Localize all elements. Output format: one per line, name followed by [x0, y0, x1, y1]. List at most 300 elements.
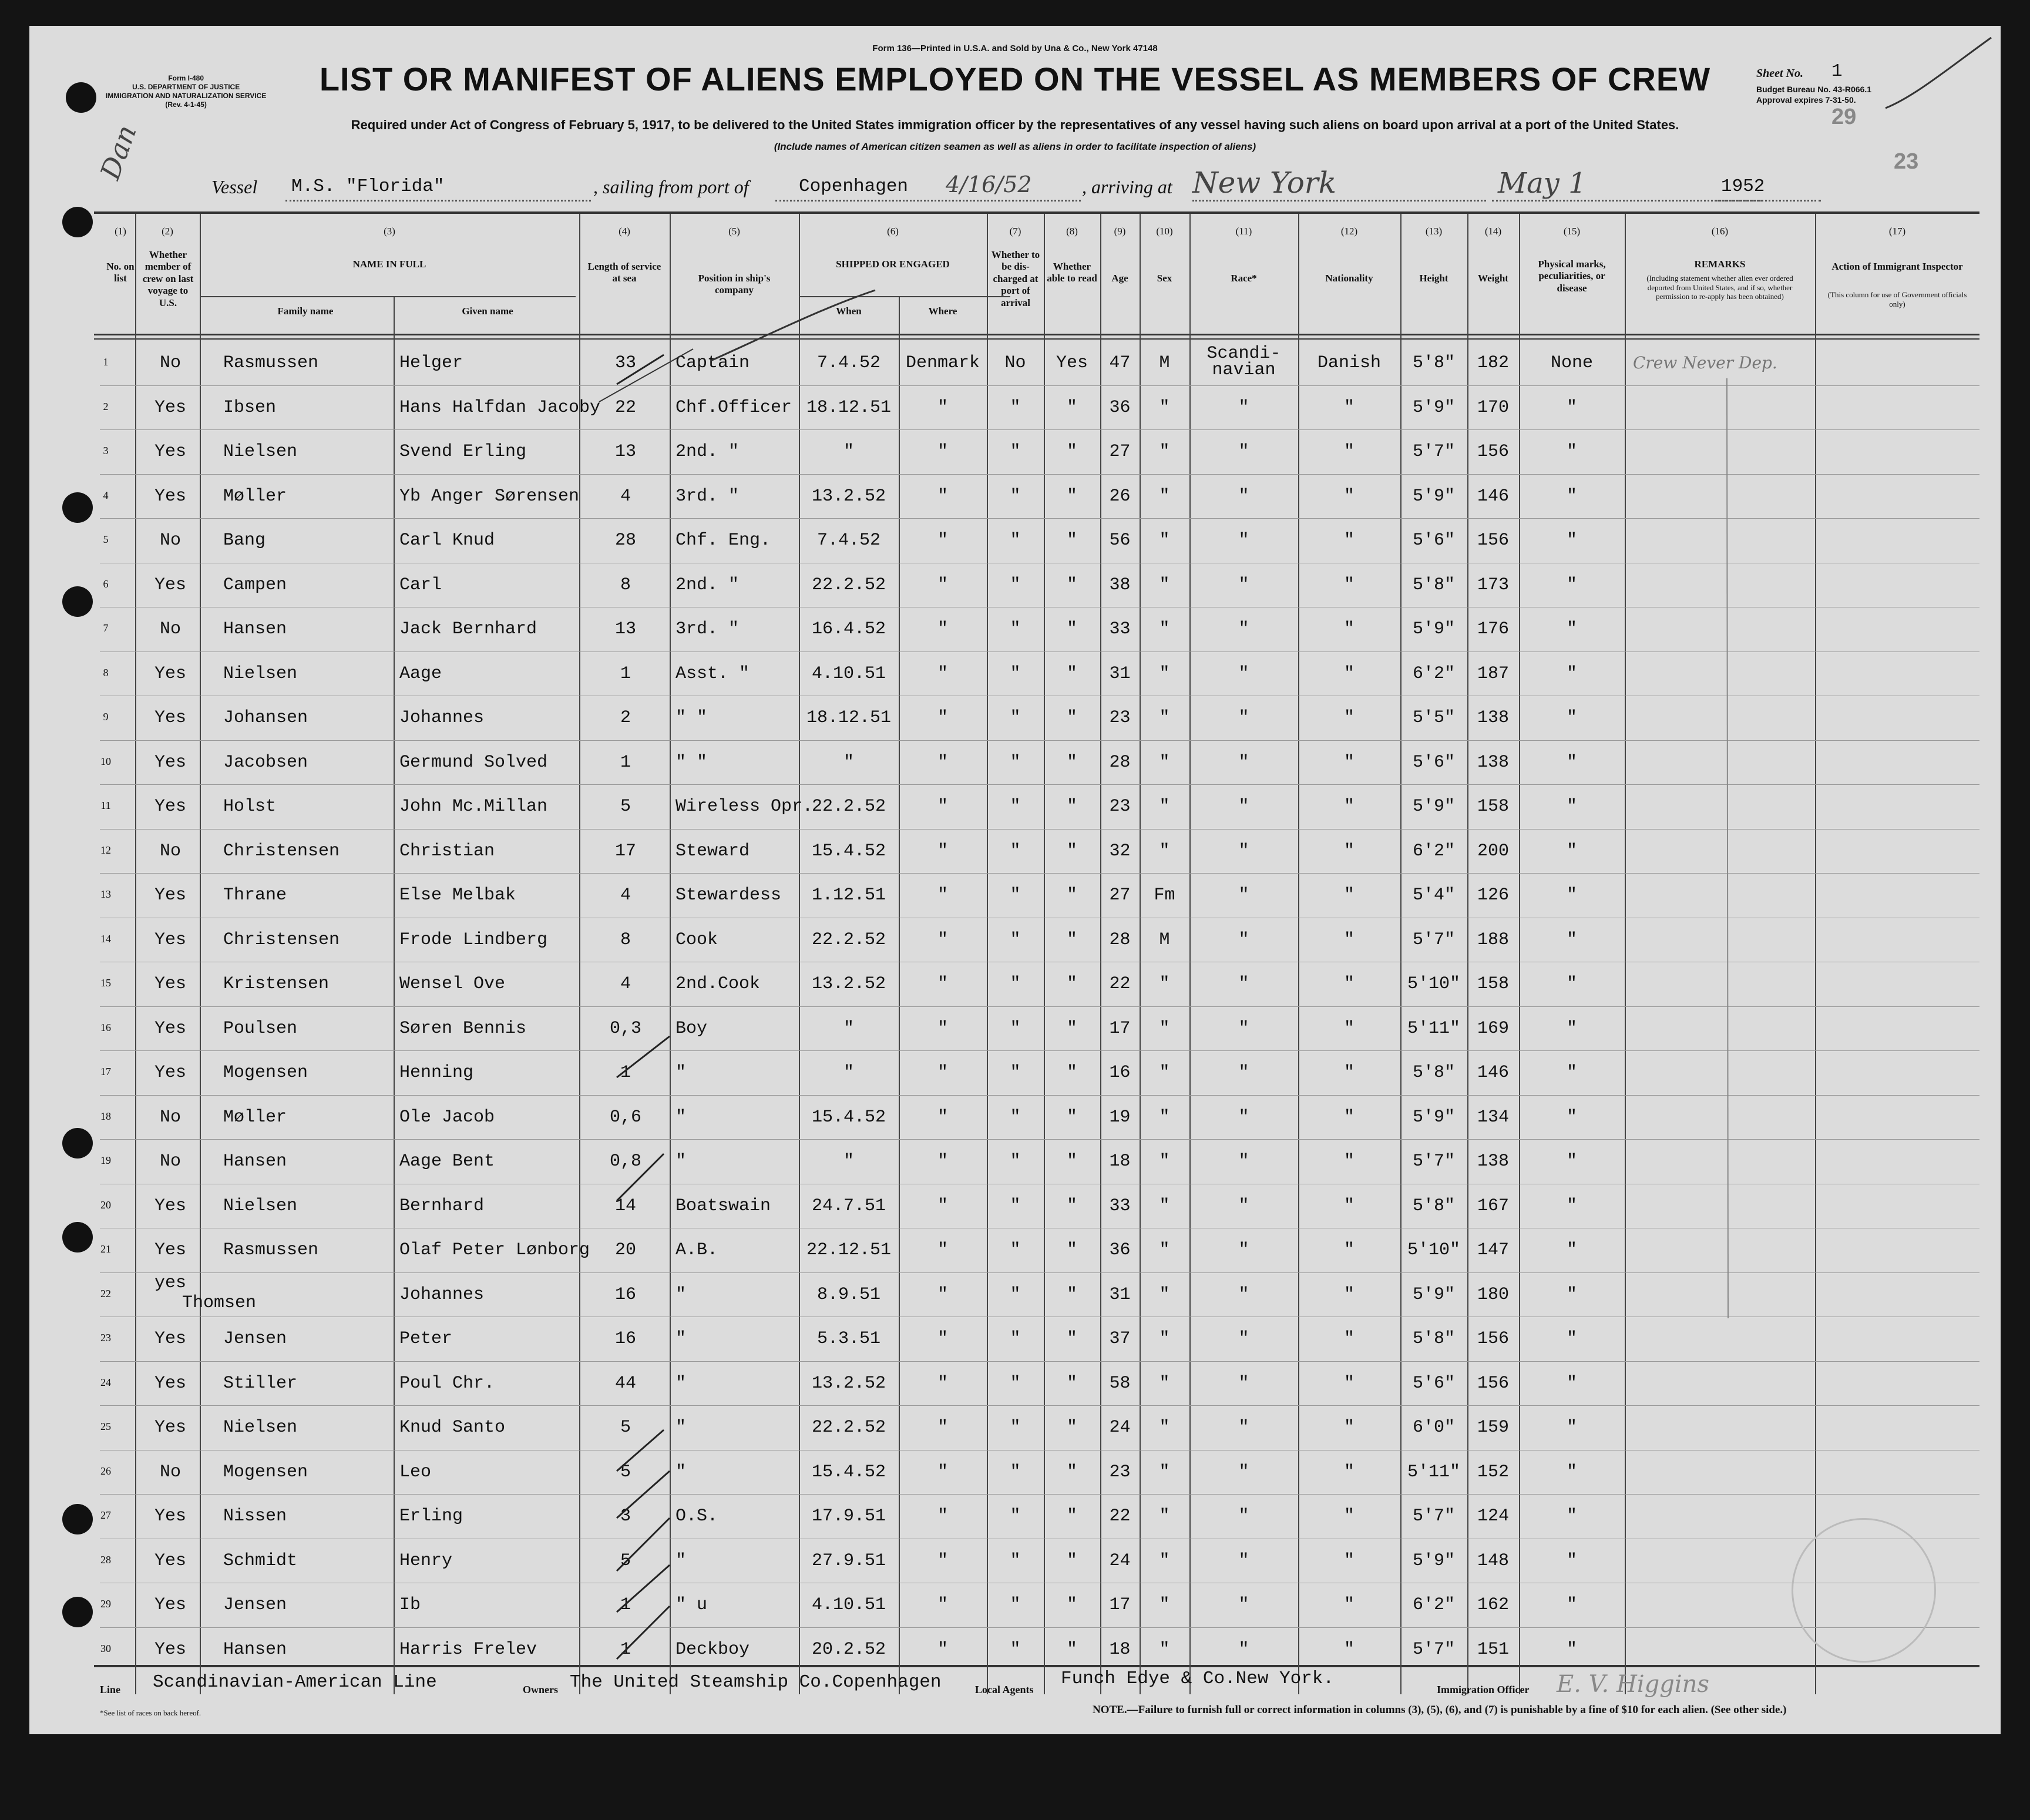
cell-disch: No	[1004, 353, 1026, 373]
cell-height: 5'11"	[1407, 1018, 1460, 1039]
cell-prev: Yes	[154, 1329, 186, 1349]
cell-when: "	[843, 752, 854, 773]
cell-age: 33	[1109, 619, 1131, 639]
cell-disch: "	[1010, 1595, 1021, 1615]
cell-where: "	[937, 1462, 948, 1482]
col-head-sex: Sex	[1157, 273, 1172, 284]
cell-nat: "	[1343, 1418, 1355, 1438]
cell-prev: Yes	[154, 1639, 186, 1660]
cell-age: 37	[1109, 1329, 1131, 1349]
cell-given: Søren Bennis	[399, 1018, 527, 1039]
cell-prev: Yes	[154, 1373, 186, 1393]
cell-read: "	[1066, 663, 1077, 684]
cell-age: 18	[1109, 1639, 1131, 1660]
cell-where: "	[937, 1506, 948, 1526]
cell-family: Nielsen	[223, 442, 298, 462]
cell-when: 4.10.51	[811, 663, 886, 684]
cell-age: 23	[1109, 1462, 1131, 1482]
cell-family: Møller	[223, 1107, 287, 1127]
cell-service: 5	[620, 1418, 631, 1438]
cell-family: Stiller	[223, 1373, 298, 1393]
table-row	[29, 1585, 2001, 1630]
cell-read: "	[1066, 1284, 1077, 1305]
sheet-number: 1	[1831, 61, 1843, 82]
cell-when: 22.12.51	[806, 1240, 892, 1260]
cell-weight: 146	[1477, 486, 1509, 506]
row-number: 16	[100, 1021, 111, 1033]
cell-marks: "	[1566, 885, 1577, 905]
cell-read: "	[1066, 1462, 1077, 1482]
cell-age: 22	[1109, 974, 1131, 994]
cell-marks: "	[1566, 1329, 1577, 1349]
cell-read: "	[1066, 1063, 1077, 1083]
cell-disch: "	[1010, 1284, 1021, 1305]
cell-weight: 156	[1477, 1373, 1509, 1393]
cell-disch: "	[1010, 397, 1021, 418]
page-subnote: (Include names of American citizen seamen as well as aliens in order to facilitate inspection of aliens)	[774, 141, 1256, 152]
cell-nat: "	[1343, 1329, 1355, 1349]
cell-service: 2	[620, 708, 631, 728]
cell-age: 33	[1109, 1196, 1131, 1216]
cell-sex: "	[1159, 1418, 1170, 1438]
cell-service: 0,8	[609, 1151, 641, 1171]
cell-read: "	[1066, 1018, 1077, 1039]
cell-height: 5'8"	[1412, 1063, 1455, 1083]
row-number: 23	[100, 1332, 111, 1344]
cell-where: "	[937, 929, 948, 950]
cell-nat: "	[1343, 1107, 1355, 1127]
cell-given: John Mc.Millan	[399, 797, 548, 817]
cell-height: 5'10"	[1407, 1240, 1460, 1260]
cell-family: Møller	[223, 486, 287, 506]
table-row	[29, 1009, 2001, 1053]
cell-when: 13.2.52	[811, 486, 886, 506]
cell-sex: Fm	[1154, 885, 1175, 905]
cell-family: Christensen	[223, 929, 340, 950]
cell-service: 1	[620, 1063, 631, 1083]
cell-sex: "	[1159, 1063, 1170, 1083]
cell-height: 5'9"	[1412, 397, 1455, 418]
cell-nat: "	[1343, 841, 1355, 861]
cell-given: Ib	[399, 1595, 421, 1615]
cell-read: "	[1066, 1506, 1077, 1526]
cell-where: "	[937, 1595, 948, 1615]
cell-family: Johansen	[223, 708, 308, 728]
cell-prev: Yes	[154, 1063, 186, 1083]
cell-age: 31	[1109, 1284, 1131, 1305]
col-head-previous: Whether member of crew on last voyage to U.S.	[142, 249, 194, 308]
cell-disch: "	[1010, 885, 1021, 905]
cell-where: "	[937, 1550, 948, 1571]
cell-when: 15.4.52	[811, 841, 886, 861]
cell-age: 28	[1109, 752, 1131, 773]
cell-disch: "	[1010, 1418, 1021, 1438]
table-row	[29, 432, 2001, 476]
col-head-weight: Weight	[1478, 273, 1508, 284]
cell-nat: "	[1343, 1639, 1355, 1660]
cell-race: "	[1238, 530, 1249, 550]
cell-when: 22.2.52	[811, 797, 886, 817]
cell-race: "	[1238, 619, 1249, 639]
cell-age: 17	[1109, 1595, 1131, 1615]
cell-disch: "	[1010, 1550, 1021, 1571]
cell-disch: "	[1010, 663, 1021, 684]
cell-read: "	[1066, 1373, 1077, 1393]
cell-nat: "	[1343, 1595, 1355, 1615]
cell-weight: 187	[1477, 663, 1509, 684]
cell-read: "	[1066, 708, 1077, 728]
page-subtitle: Required under Act of Congress of February 5, 1917, to be delivered to the United States immigration officer by the representatives of any vessel having such aliens on board upon arrival at a port of the United States.	[351, 117, 1679, 132]
cell-age: 56	[1109, 530, 1131, 550]
cell-when: "	[843, 442, 854, 462]
table-row	[29, 1364, 2001, 1408]
cell-height: 5'9"	[1412, 1284, 1455, 1305]
cell-disch: "	[1010, 1063, 1021, 1083]
cell-family: Christensen	[223, 841, 340, 861]
cell-read: Yes	[1056, 353, 1088, 373]
cell-position: "	[675, 1329, 687, 1349]
cell-position: Deckboy	[675, 1639, 750, 1660]
row-number: 11	[100, 800, 111, 811]
cell-given: Carl	[399, 575, 442, 595]
cell-height: 5'10"	[1407, 974, 1460, 994]
cell-family: Ibsen	[223, 397, 277, 418]
cell-where: "	[937, 974, 948, 994]
cell-family: Hansen	[223, 619, 287, 639]
col-head-action: Action of Immigrant Inspector	[1831, 261, 1963, 272]
cell-read: "	[1066, 752, 1077, 773]
cell-prev: Yes	[154, 1595, 186, 1615]
cell-race: "	[1238, 1462, 1249, 1482]
cell-when: 18.12.51	[806, 397, 892, 418]
cell-weight: 147	[1477, 1240, 1509, 1260]
cell-race: "	[1238, 797, 1249, 817]
cell-disch: "	[1010, 1107, 1021, 1127]
cell-race: "	[1238, 1418, 1249, 1438]
cell-given: Henry	[399, 1550, 453, 1571]
cell-nat: "	[1343, 1151, 1355, 1171]
cell-race: "	[1238, 974, 1249, 994]
cell-where: "	[937, 1373, 948, 1393]
row-number: 4	[103, 489, 109, 501]
cell-prev: No	[159, 1151, 181, 1171]
table-row	[29, 1097, 2001, 1142]
cell-sex: "	[1159, 619, 1170, 639]
col-head-remarks-note: (Including statement whether alien ever ordered deported from United States, and if so, whether permission to re-apply has been obtained)	[1646, 274, 1793, 301]
cell-where: "	[937, 1151, 948, 1171]
cell-position: Boatswain	[675, 1196, 771, 1216]
cell-service: 8	[620, 929, 631, 950]
col-head-height: Height	[1419, 273, 1448, 284]
cell-sex: "	[1159, 841, 1170, 861]
budget-number: Budget Bureau No. 43-R066.1	[1756, 85, 1872, 94]
cell-age: 26	[1109, 486, 1131, 506]
cell-given: Harris Frelev	[399, 1639, 537, 1660]
cell-marks: "	[1566, 486, 1577, 506]
col-head-given: Given name	[462, 305, 513, 317]
cell-marks: "	[1566, 1196, 1577, 1216]
cell-age: 38	[1109, 575, 1131, 595]
cell-age: 24	[1109, 1418, 1131, 1438]
cell-where: "	[937, 885, 948, 905]
cell-disch: "	[1010, 797, 1021, 817]
col-head-position: Position in ship's company	[698, 273, 771, 296]
cell-weight: 156	[1477, 442, 1509, 462]
cell-age: 27	[1109, 885, 1131, 905]
cell-sex: "	[1159, 1151, 1170, 1171]
cell-sex: "	[1159, 575, 1170, 595]
cell-given: Johannes	[399, 1284, 485, 1305]
cell-given: Leo	[399, 1462, 432, 1482]
cell-marks: "	[1566, 1639, 1577, 1660]
cell-when: 15.4.52	[811, 1462, 886, 1482]
cell-where: "	[937, 1284, 948, 1305]
cell-service: 3	[620, 1506, 631, 1526]
cell-race: "	[1238, 1018, 1249, 1039]
cell-height: 5'7"	[1412, 1639, 1455, 1660]
cell-read: "	[1066, 1329, 1077, 1349]
cell-weight: 170	[1477, 397, 1509, 418]
cell-family: Holst	[223, 797, 277, 817]
table-row	[29, 1186, 2001, 1231]
sailing-label: , sailing from port of	[593, 176, 749, 197]
cell-service: 1	[620, 663, 631, 684]
cell-where: "	[937, 1196, 948, 1216]
cell-given: Carl Knud	[399, 530, 495, 550]
form-printer-line: Form 136—Printed in U.S.A. and Sold by Una & Co., New York 47148	[872, 43, 1158, 53]
cell-nat: "	[1343, 1506, 1355, 1526]
cell-where: "	[937, 708, 948, 728]
cell-position: Chf.Officer	[675, 397, 792, 418]
cell-marks: "	[1566, 1284, 1577, 1305]
cell-position: "	[675, 1462, 687, 1482]
cell-prev: Yes	[154, 1506, 186, 1526]
cell-when: 13.2.52	[811, 974, 886, 994]
cell-nat: "	[1343, 619, 1355, 639]
cell-position: 2nd. "	[675, 442, 740, 462]
cell-marks: "	[1566, 397, 1577, 418]
cell-marks: "	[1566, 752, 1577, 773]
cell-disch: "	[1010, 1329, 1021, 1349]
checkmark-strokes	[582, 343, 699, 1671]
cell-race: "	[1238, 1550, 1249, 1571]
cell-sex: "	[1159, 708, 1170, 728]
table-row	[29, 1053, 2001, 1097]
cell-where: "	[937, 619, 948, 639]
table-row	[29, 521, 2001, 565]
row-number: 5	[103, 533, 109, 545]
cell-read: "	[1066, 1550, 1077, 1571]
table-header-border	[94, 334, 1979, 335]
cell-given: Aage Bent	[399, 1151, 495, 1171]
cell-read: "	[1066, 1639, 1077, 1660]
cell-nat: "	[1343, 1018, 1355, 1039]
cell-sex: "	[1159, 797, 1170, 817]
cell-prev: yes	[154, 1272, 186, 1293]
cell-position: 2nd. "	[675, 575, 740, 595]
margin-note: Dan	[94, 120, 143, 184]
cell-race: "	[1238, 1196, 1249, 1216]
cell-given: Helger	[399, 353, 463, 373]
cell-service: 14	[614, 1196, 636, 1216]
cell-weight: 151	[1477, 1639, 1509, 1660]
cell-race: "	[1238, 708, 1249, 728]
cell-nat: "	[1343, 1240, 1355, 1260]
cell-nat: "	[1343, 530, 1355, 550]
cell-given: Wensel Ove	[399, 974, 506, 994]
cell-family: Thomsen	[182, 1292, 257, 1313]
cell-race: "	[1238, 841, 1249, 861]
table-row	[29, 875, 2001, 920]
line-value: Scandinavian-American Line	[153, 1672, 437, 1693]
cell-disch: "	[1010, 841, 1021, 861]
pen-stroke	[1880, 32, 1997, 114]
cell-position: "	[675, 1151, 687, 1171]
row-number: 27	[100, 1509, 111, 1521]
row-number: 7	[103, 622, 109, 634]
cell-when: 27.9.51	[811, 1550, 886, 1571]
cell-race: "	[1238, 1595, 1249, 1615]
cell-prev: Yes	[154, 974, 186, 994]
cell-height: 5'4"	[1412, 885, 1455, 905]
cell-remarks: Crew Never Dep.	[1633, 353, 1777, 372]
cell-given: Henning	[399, 1063, 474, 1083]
cell-position: Steward	[675, 841, 750, 861]
cell-read: "	[1066, 530, 1077, 550]
cell-family: Jacobsen	[223, 752, 308, 773]
cell-age: 28	[1109, 929, 1131, 950]
cell-position: "	[675, 1284, 687, 1305]
cell-marks: "	[1566, 663, 1577, 684]
cell-marks: "	[1566, 1595, 1577, 1615]
cell-service: 13	[614, 619, 636, 639]
cell-weight: 162	[1477, 1595, 1509, 1615]
stamp-number: 29	[1831, 105, 1857, 129]
cell-given: Yb Anger Sørensen	[399, 486, 580, 506]
cell-weight: 156	[1477, 1329, 1509, 1349]
cell-age: 36	[1109, 1240, 1131, 1260]
departure-date: 4/16/52	[946, 172, 1032, 197]
cell-read: "	[1066, 1240, 1077, 1260]
cell-family: Hansen	[223, 1151, 287, 1171]
cell-height: 5'11"	[1407, 1462, 1460, 1482]
table-row	[29, 476, 2001, 521]
cell-family: Mogensen	[223, 1462, 308, 1482]
cell-position: "	[675, 1107, 687, 1127]
cell-given: Frode Lindberg	[399, 929, 548, 950]
cell-where: Denmark	[905, 353, 980, 373]
cell-height: 5'6"	[1412, 530, 1455, 550]
cell-weight: 146	[1477, 1063, 1509, 1083]
cell-when: 4.10.51	[811, 1595, 886, 1615]
cell-position: Chf. Eng.	[675, 530, 771, 550]
cell-disch: "	[1010, 974, 1021, 994]
cell-sex: M	[1159, 929, 1170, 950]
cell-service: 28	[614, 530, 636, 550]
cell-prev: Yes	[154, 442, 186, 462]
cell-prev: Yes	[154, 486, 186, 506]
cell-family: Schmidt	[223, 1550, 298, 1571]
cell-where: "	[937, 663, 948, 684]
cell-nat: "	[1343, 974, 1355, 994]
cell-prev: No	[159, 841, 181, 861]
row-number: 1	[103, 356, 109, 368]
cell-sex: "	[1159, 974, 1170, 994]
cell-family: Jensen	[223, 1595, 287, 1615]
row-number: 8	[103, 666, 109, 679]
cell-disch: "	[1010, 442, 1021, 462]
row-number: 12	[100, 844, 111, 856]
table-row	[29, 1319, 2001, 1364]
cell-nat: "	[1343, 397, 1355, 418]
cell-family: Rasmussen	[223, 1240, 319, 1260]
cell-race: "	[1238, 752, 1249, 773]
cell-given: Peter	[399, 1329, 453, 1349]
cell-nat: "	[1343, 663, 1355, 684]
approval-expiry: Approval expires 7-31-50.	[1756, 95, 1856, 105]
cell-read: "	[1066, 486, 1077, 506]
cell-weight: 138	[1477, 708, 1509, 728]
cell-family: Jensen	[223, 1329, 287, 1349]
cell-nat: "	[1343, 1196, 1355, 1216]
cell-sex: "	[1159, 1373, 1170, 1393]
cell-when: 15.4.52	[811, 1107, 886, 1127]
vessel-label: Vessel	[211, 176, 258, 197]
cell-given: Ole Jacob	[399, 1107, 495, 1127]
cell-race: "	[1238, 1373, 1249, 1393]
cell-weight: 180	[1477, 1284, 1509, 1305]
cell-nat: "	[1343, 1284, 1355, 1305]
cell-marks: "	[1566, 1506, 1577, 1526]
cell-disch: "	[1010, 1639, 1021, 1660]
cell-position: "	[675, 1373, 687, 1393]
cell-sex: "	[1159, 663, 1170, 684]
row-number: 10	[100, 755, 111, 767]
cell-race: "	[1238, 1063, 1249, 1083]
col-head-race: Race*	[1231, 273, 1257, 284]
cell-position: Asst. "	[675, 663, 750, 684]
cell-height: 6'2"	[1412, 841, 1455, 861]
cell-race: "	[1238, 885, 1249, 905]
row-number: 25	[100, 1421, 111, 1432]
cell-service: 33	[614, 353, 636, 373]
cell-read: "	[1066, 929, 1077, 950]
cell-family: Poulsen	[223, 1018, 298, 1039]
cell-height: 5'8"	[1412, 575, 1455, 595]
table-row	[29, 388, 2001, 432]
cell-when: "	[843, 1063, 854, 1083]
cell-position: " "	[675, 708, 708, 728]
cell-height: 5'7"	[1412, 442, 1455, 462]
cell-sex: M	[1159, 353, 1170, 373]
cell-age: 23	[1109, 708, 1131, 728]
cell-weight: 167	[1477, 1196, 1509, 1216]
table-row	[29, 831, 2001, 876]
cell-disch: "	[1010, 530, 1021, 550]
table-row	[29, 609, 2001, 654]
officer-label: Immigration Officer	[1437, 1684, 1530, 1695]
row-number: 6	[103, 577, 109, 590]
cell-height: 5'7"	[1412, 1151, 1455, 1171]
cell-nat: Danish	[1317, 353, 1382, 373]
cell-service: 5	[620, 797, 631, 817]
cell-weight: 152	[1477, 1462, 1509, 1482]
col-head-no: No. on list	[106, 261, 135, 284]
row-number: 21	[100, 1243, 111, 1255]
cell-service: 20	[614, 1240, 636, 1260]
cell-when: 7.4.52	[816, 530, 881, 550]
row-number: 9	[103, 711, 109, 723]
